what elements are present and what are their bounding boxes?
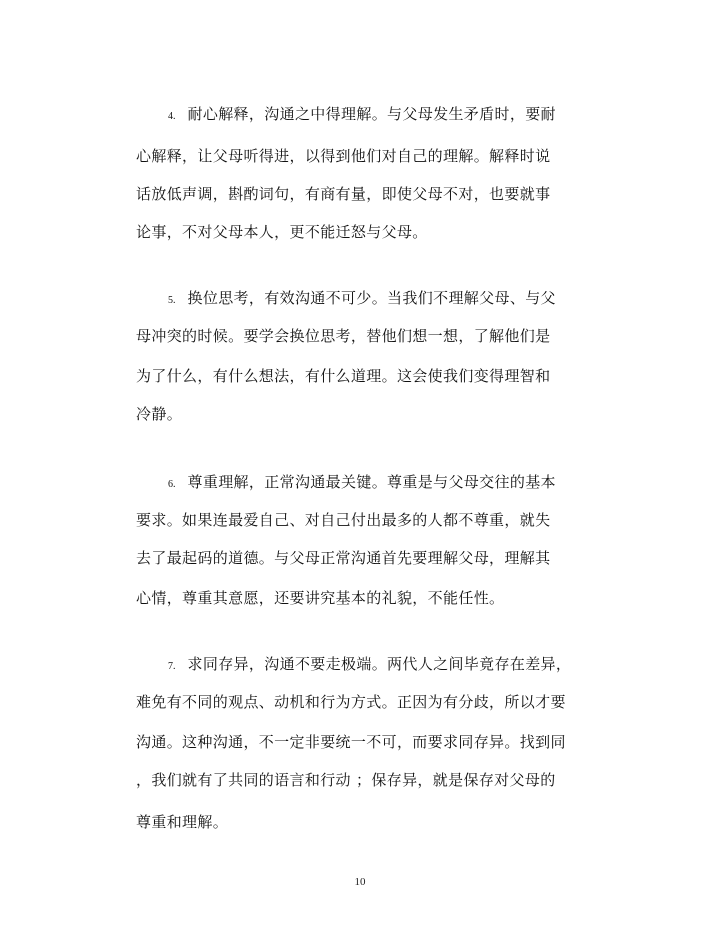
paragraph-4-number: 4. [168,111,176,122]
paragraph-4-line-4: 论事，不对父母本人，更不能迁怒与父母。 [136,223,428,241]
paragraph-7-line-1 [168,654,571,677]
paragraph-4-line-3: 话放低声调，斟酌词句，有商有量，即使父母不对，也要就事 [136,185,551,203]
paragraph-7-line-5: 尊重和理解。 [136,813,229,831]
paragraph-5-text: 换位思考，有效沟通不可少。当我们不理解父母、与父 [187,289,556,307]
paragraph-6-line-1 [168,472,556,495]
paragraph-4-line-2: 心解释，让父母听得进，以得到他们对自己的理解。解释时说 [136,147,551,165]
paragraph-5-line-3: 为了什么，有什么想法，有什么道理。这会使我们变得理智和 [136,367,551,385]
paragraph-4-text: 耐心解释，沟通之中得理解。与父母发生矛盾时，要耐 [187,105,556,123]
paragraph-4-line-1 [168,104,556,127]
paragraph-7-text: 求同存异，沟通不要走极端。两代人之间毕竟存在差异， [187,655,572,673]
paragraph-7-number: 7. [168,661,176,672]
paragraph-5-number: 5. [168,295,176,306]
paragraph-7-line-4: ，我们就有了共同的语言和行动 ；保存异，就是保存对父母的 [136,771,556,789]
paragraph-7-line-3: 沟通。这种沟通，不一定非要统一不可，而要求同存异。找到同 [136,733,566,751]
paragraph-5-line-2: 母冲突的时候。要学会换位思考，替他们想一想，了解他们是 [136,327,551,345]
paragraph-7-line-2: 难免有不同的观点、动机和行为方式。正因为有分歧，所以才要 [136,693,566,711]
paragraph-5-line-1 [168,288,556,311]
paragraph-5-line-4: 冷静。 [136,405,183,423]
paragraph-6-line-2: 要求。如果连最爱自己、对自己付出最多的人都不尊重，就失 [136,511,551,529]
page-number: 10 [354,876,366,888]
paragraph-6-line-3: 去了最起码的道德。与父母正常沟通首先要理解父母，理解其 [136,549,551,567]
paragraph-6-text: 尊重理解，正常沟通最关键。尊重是与父母交往的基本 [187,473,556,491]
paragraph-6-number: 6. [168,479,176,490]
paragraph-6-line-4: 心情，尊重其意愿，还要讲究基本的礼貌，不能任性。 [136,589,505,607]
